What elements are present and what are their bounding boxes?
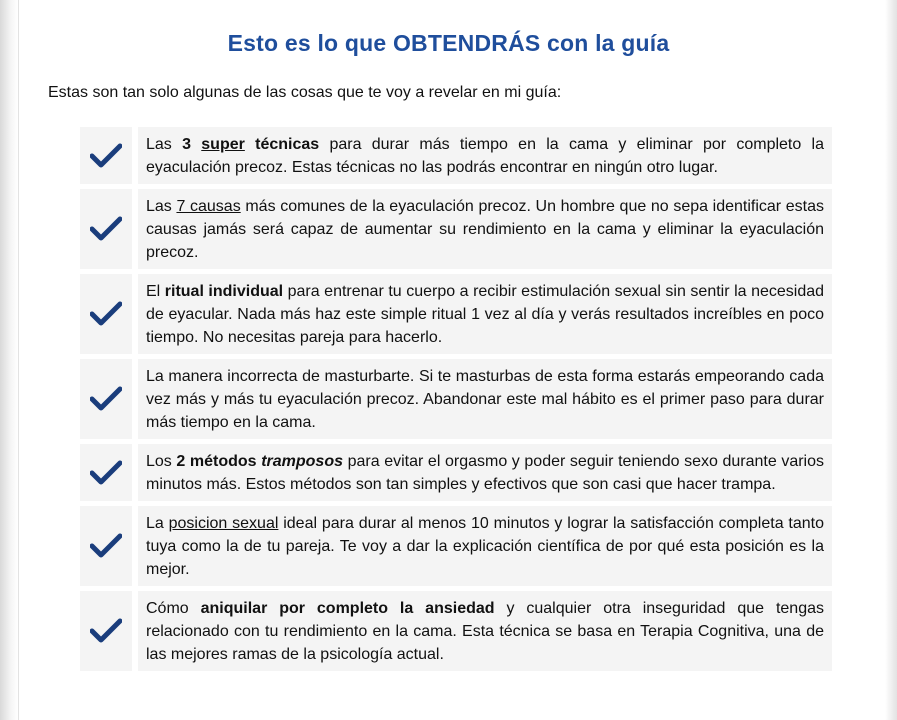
item-text-plain: para entrenar tu cuerpo a recibir estimulación sexual sin sentir la necesidad de eyacular. Nada más haz este simple ritual 1 vez al día y verás resultados increíbles en poco tiempo. No necesitas pareja para hacerlo. [146,283,825,346]
checkmark-cell [80,591,132,671]
page-title: Esto es lo que OBTENDRÁS con la guía [227,30,670,56]
checkmark-icon [90,143,122,169]
checkmark-icon [90,618,122,644]
checkmark-cell [80,189,132,269]
item-text-plain: Los [146,453,177,470]
item-text-bold-underlined: super [201,136,245,153]
checkmark-cell [80,274,132,354]
checkmark-icon [90,216,122,242]
item-text-bold-italic: tramposos [261,453,343,470]
list-item [80,359,832,439]
list-item [80,274,832,354]
item-text [138,591,832,671]
item-text-bold: 3 [182,136,191,153]
page-right-edge [885,0,897,720]
item-text-underlined: posicion sexual [168,515,279,532]
item-text-bold: ritual individual [164,283,284,300]
item-text [138,444,832,501]
item-text-plain: La [146,515,169,532]
list-item [80,189,832,269]
checkmark-icon [90,533,122,559]
intro-text: Estas son tan solo algunas de las cosas que te voy a revelar en mi guía: [48,84,562,101]
page-left-edge [0,0,19,720]
item-text [138,189,832,269]
list-item [80,506,832,586]
item-text-bold: técnicas [255,136,320,153]
item-text-plain: más comunes de la eyaculación precoz. Un hombre que no sepa identificar estas causas jamás será capaz de aumentar su rendimiento en la cama y eliminar la eyaculación precoz. [146,198,825,261]
item-text-plain: ideal para durar al menos 10 minutos y lograr la satisfacción completa tanto tuya como la de tu pareja. Te voy a dar la explicación científica de por qué esta posición es la mejor. [146,515,824,578]
item-text-bold: aniquilar por completo la ansiedad [200,600,495,617]
checkmark-cell [80,359,132,439]
item-text [138,506,832,586]
checkmark-icon [90,386,122,412]
checkmark-cell [80,127,132,184]
item-text [138,127,832,184]
item-text-plain: Las [146,198,177,215]
item-text-plain: y cualquier otra inseguridad que tengas relacionado con tu rendimiento en la cama. Esta técnica se basa en Terapia Cognitiva, una de las mejores ramas de la psicología actual. [146,600,825,663]
checkmark-icon [90,460,122,486]
item-text-plain: para evitar el orgasmo y poder seguir teniendo sexo durante varios minutos más. Estos métodos son tan simples y efectivos que son casi que hacer trampa. [146,453,825,493]
item-text: La manera incorrecta de masturbarte. Si te masturbas de esta forma estarás empeorando cada vez más y más tu eyaculación precoz. Abandonar este mal hábito es el primer paso para durar más tiempo en la cama. [138,359,832,439]
item-text [138,274,832,354]
list-item [80,444,832,501]
checkmark-cell [80,444,132,501]
item-text-underlined: 7 causas [176,198,241,215]
list-item [80,591,832,671]
benefits-list [80,127,832,676]
item-text-plain: El [146,283,165,300]
checkmark-cell [80,506,132,586]
item-text-plain: Cómo [146,600,201,617]
checkmark-icon [90,301,122,327]
item-text-bold: 2 métodos [176,453,257,470]
item-text-plain: para durar más tiempo en la cama y eliminar por completo la eyaculación precoz. Estas técnicas no las podrás encontrar en ningún otro lugar. [146,136,824,176]
list-item [80,127,832,184]
item-text-plain: Las [146,136,183,153]
